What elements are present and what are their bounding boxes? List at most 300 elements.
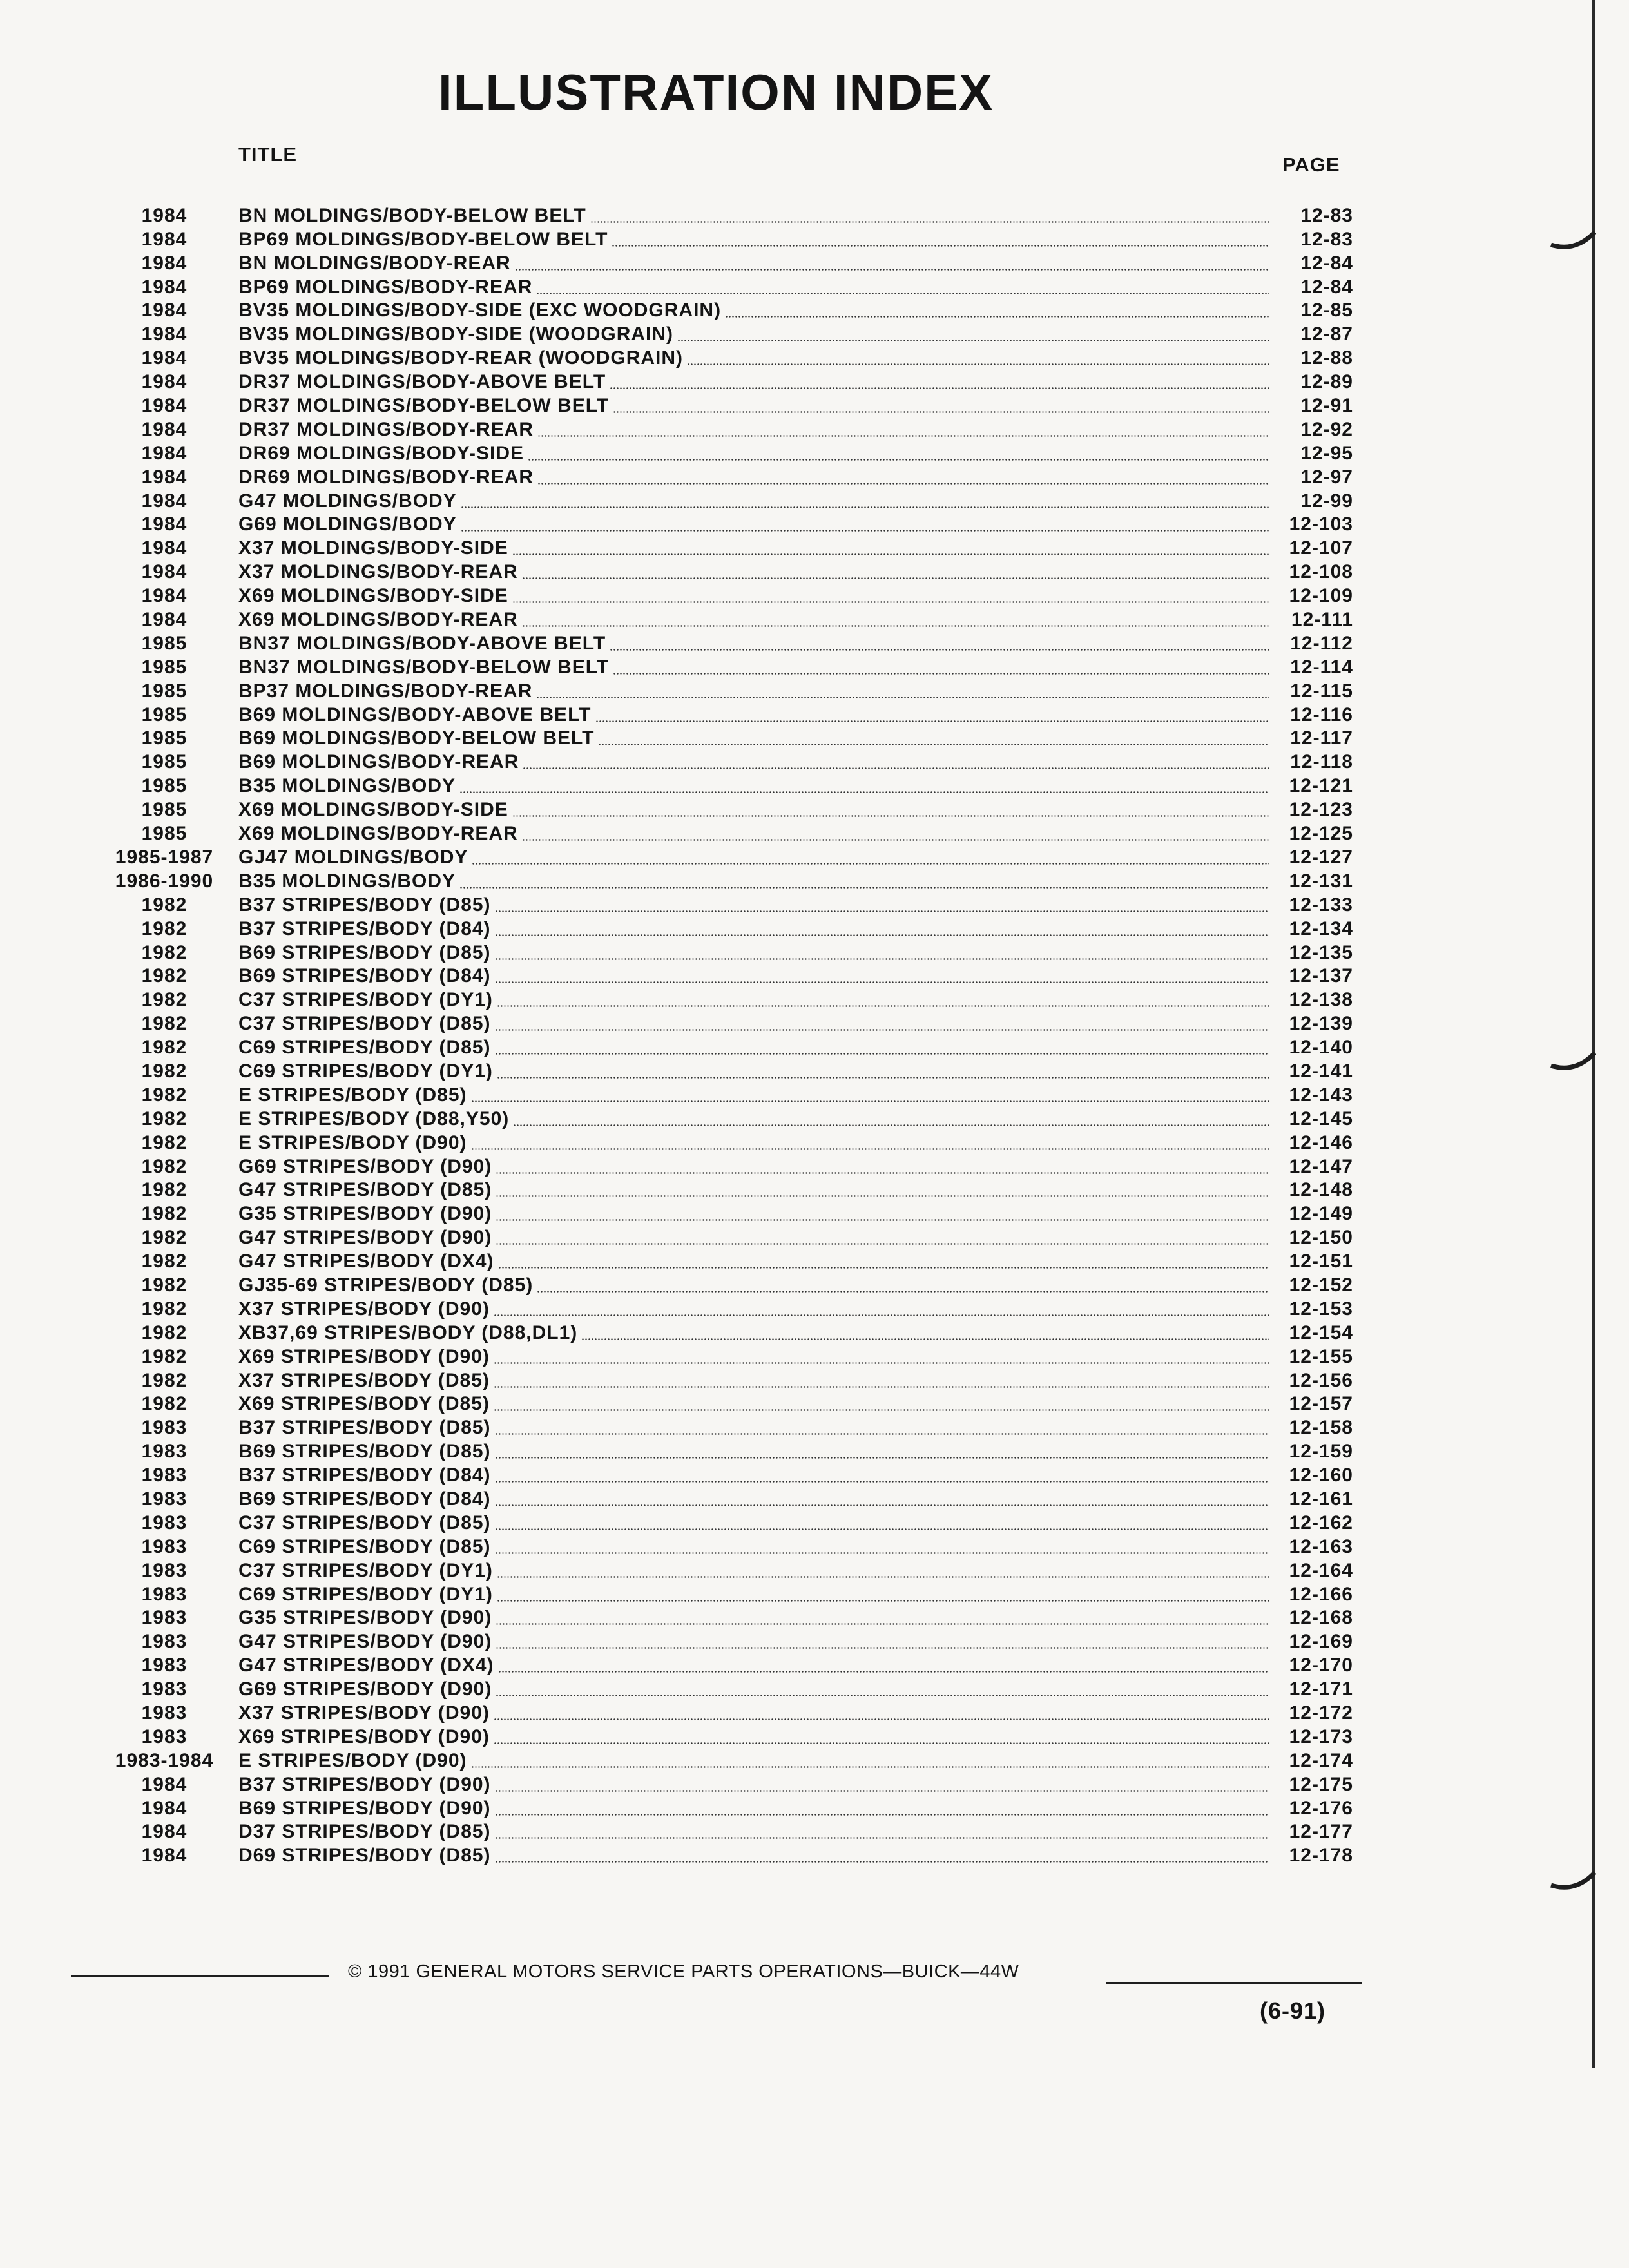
index-row <box>90 654 1353 678</box>
index-row <box>90 702 1353 726</box>
index-row-title: BV35 MOLDINGS/BODY-REAR (WOODGRAIN) <box>238 347 684 369</box>
index-row-page: 12-83 <box>1300 204 1353 226</box>
index-row-year: 1983 <box>141 1678 188 1700</box>
dot-leader <box>495 1029 1269 1031</box>
index-row-title: B69 STRIPES/BODY (D90) <box>238 1797 491 1819</box>
index-row-title: C37 STRIPES/BODY (DY1) <box>238 989 493 1011</box>
index-row-page: 12-163 <box>1289 1535 1353 1557</box>
index-row <box>90 1296 1353 1320</box>
index-row <box>90 1058 1353 1082</box>
dot-leader <box>522 839 1269 841</box>
dot-leader <box>522 625 1269 627</box>
index-row <box>90 1391 1353 1415</box>
dot-leader <box>495 1433 1269 1435</box>
index-row <box>90 1652 1353 1676</box>
index-row <box>90 298 1353 322</box>
dot-leader <box>497 1600 1269 1602</box>
index-row <box>90 1533 1353 1557</box>
index-row <box>90 250 1353 274</box>
dot-leader <box>498 1267 1269 1269</box>
index-row-title: BV35 MOLDINGS/BODY-SIDE (EXC WOODGRAIN) <box>238 300 722 322</box>
dot-leader <box>536 697 1269 698</box>
index-row-title: B37 STRIPES/BODY (D85) <box>238 894 491 916</box>
index-row-page: 12-121 <box>1289 775 1353 797</box>
index-row-page: 12-171 <box>1289 1678 1353 1700</box>
copyright-notice: © 1991 GENERAL MOTORS SERVICE PARTS OPERATIONS—BUICK—44W <box>348 1961 1019 1982</box>
index-row-title: GJ47 MOLDINGS/BODY <box>238 846 468 868</box>
dot-leader <box>677 340 1269 341</box>
index-row-page: 12-143 <box>1289 1084 1353 1106</box>
index-row-page: 12-115 <box>1290 680 1353 702</box>
index-row-title: DR69 MOLDINGS/BODY-SIDE <box>238 442 525 464</box>
dot-leader <box>590 221 1269 223</box>
index-row-page: 12-160 <box>1289 1465 1353 1486</box>
index-row-page: 12-156 <box>1289 1369 1353 1391</box>
index-row <box>90 749 1353 773</box>
index-row <box>90 986 1353 1010</box>
index-row-year: 1984 <box>141 561 188 583</box>
index-row-page: 12-134 <box>1289 918 1353 939</box>
index-row-page: 12-87 <box>1300 323 1353 345</box>
index-row-title: BP69 MOLDINGS/BODY-REAR <box>238 276 533 298</box>
index-row-page: 12-141 <box>1289 1060 1353 1082</box>
index-row-page: 12-177 <box>1289 1821 1353 1843</box>
index-row-year: 1984 <box>141 537 188 559</box>
dot-leader <box>512 553 1269 555</box>
index-row-title: BN37 MOLDINGS/BODY-BELOW BELT <box>238 656 610 678</box>
dot-leader <box>471 1766 1269 1768</box>
index-row <box>90 488 1353 512</box>
index-row <box>90 1034 1353 1058</box>
index-row-page: 12-99 <box>1300 490 1353 512</box>
index-row <box>90 226 1353 250</box>
dot-leader <box>495 1528 1269 1530</box>
index-row <box>90 1106 1353 1129</box>
index-row-page: 12-137 <box>1289 965 1353 987</box>
dot-leader <box>496 1243 1269 1245</box>
index-row-title: G47 STRIPES/BODY (D90) <box>238 1227 492 1249</box>
index-row-page: 12-114 <box>1290 656 1353 678</box>
index-row-page: 12-109 <box>1289 585 1353 607</box>
index-row-title: G47 STRIPES/BODY (DX4) <box>238 1251 494 1273</box>
index-row-year: 1984 <box>141 276 188 298</box>
index-row-year: 1984 <box>141 204 188 226</box>
index-row-year: 1983 <box>141 1559 188 1581</box>
index-row <box>90 1248 1353 1272</box>
index-row-year: 1982 <box>141 918 188 939</box>
index-row-title: B69 MOLDINGS/BODY-ABOVE BELT <box>238 704 592 726</box>
index-row-title: G35 STRIPES/BODY (D90) <box>238 1203 492 1225</box>
dot-leader <box>598 744 1269 745</box>
index-row-title: X69 STRIPES/BODY (D90) <box>238 1725 490 1747</box>
dot-leader <box>512 601 1269 603</box>
dot-leader <box>495 1504 1269 1506</box>
index-row-year: 1984 <box>141 252 188 274</box>
dot-leader <box>461 530 1269 532</box>
index-row-year: 1982 <box>141 1037 188 1059</box>
index-row-title: D69 STRIPES/BODY (D85) <box>238 1845 491 1867</box>
dot-leader <box>536 293 1269 294</box>
index-row <box>90 1747 1353 1771</box>
index-row-title: BP37 MOLDINGS/BODY-REAR <box>238 680 533 702</box>
dot-leader <box>495 1053 1269 1055</box>
index-row-page: 12-84 <box>1300 276 1353 298</box>
index-row <box>90 1414 1353 1438</box>
dot-leader <box>495 1814 1269 1816</box>
dot-leader <box>471 1148 1269 1150</box>
index-row <box>90 844 1353 868</box>
index-row-title: X69 MOLDINGS/BODY-REAR <box>238 823 518 845</box>
dot-leader <box>495 910 1269 912</box>
dot-leader <box>613 673 1269 675</box>
binder-edge <box>1592 0 1595 2068</box>
index-row-year: 1982 <box>141 1203 188 1225</box>
index-row-year: 1982 <box>141 1369 188 1391</box>
index-row-title: X37 MOLDINGS/BODY-REAR <box>238 561 518 583</box>
index-row-year: 1983 <box>141 1417 188 1439</box>
index-row-page: 12-166 <box>1289 1583 1353 1605</box>
dot-leader <box>494 1314 1269 1316</box>
index-row-title: BV35 MOLDINGS/BODY-SIDE (WOODGRAIN) <box>238 323 674 345</box>
index-row-year: 1983 <box>141 1655 188 1677</box>
dot-leader <box>537 483 1269 485</box>
index-row-page: 12-131 <box>1289 870 1353 892</box>
index-row-year: 1983 <box>141 1607 188 1629</box>
dot-leader <box>461 506 1269 508</box>
index-row-page: 12-155 <box>1289 1345 1353 1367</box>
index-row-title: B37 STRIPES/BODY (D84) <box>238 918 491 939</box>
index-row-page: 12-170 <box>1289 1655 1353 1677</box>
index-row-year: 1985 <box>141 775 188 797</box>
index-row-title: G47 STRIPES/BODY (D90) <box>238 1631 492 1653</box>
dot-leader <box>496 1219 1269 1221</box>
index-row-title: G47 STRIPES/BODY (D85) <box>238 1179 492 1201</box>
index-row-year: 1985 <box>141 680 188 702</box>
index-row-year: 1983 <box>141 1512 188 1533</box>
index-row-year: 1984 <box>141 514 188 535</box>
index-row-page: 12-178 <box>1289 1845 1353 1867</box>
dot-leader <box>459 791 1269 793</box>
index-row-year: 1983 <box>141 1631 188 1653</box>
index-row-page: 12-85 <box>1300 300 1353 322</box>
index-row <box>90 963 1353 987</box>
index-row-title: C37 STRIPES/BODY (DY1) <box>238 1559 493 1581</box>
index-row-page: 12-118 <box>1290 751 1353 773</box>
dot-leader <box>498 1671 1269 1673</box>
index-row-year: 1982 <box>141 1393 188 1415</box>
index-row-year: 1985-1987 <box>115 846 214 868</box>
index-row-year: 1984 <box>141 418 188 440</box>
index-row-title: G47 STRIPES/BODY (DX4) <box>238 1655 494 1677</box>
index-row-title: DR69 MOLDINGS/BODY-REAR <box>238 466 534 488</box>
index-row-year: 1985 <box>141 823 188 845</box>
index-row-page: 12-172 <box>1289 1702 1353 1724</box>
binder-ring-icon <box>1550 1867 1596 1893</box>
dot-leader <box>725 316 1269 318</box>
index-row-title: E STRIPES/BODY (D90) <box>238 1131 467 1153</box>
dot-leader <box>495 1457 1269 1459</box>
index-row <box>90 1343 1353 1367</box>
index-row-title: E STRIPES/BODY (D88,Y50) <box>238 1108 510 1129</box>
dot-leader <box>581 1338 1269 1340</box>
index-row-title: B69 MOLDINGS/BODY-BELOW BELT <box>238 727 595 749</box>
index-row-page: 12-103 <box>1289 514 1353 535</box>
index-row-title: X37 MOLDINGS/BODY-SIDE <box>238 537 508 559</box>
index-row <box>90 1581 1353 1605</box>
index-row-year: 1986-1990 <box>115 870 214 892</box>
index-row-year: 1983 <box>141 1488 188 1510</box>
index-row-title: G35 STRIPES/BODY (D90) <box>238 1607 492 1629</box>
index-row-year: 1984 <box>141 395 188 417</box>
index-row-page: 12-146 <box>1289 1131 1353 1153</box>
index-row-year: 1984 <box>141 442 188 464</box>
index-row <box>90 1082 1353 1106</box>
index-row-year: 1984 <box>141 323 188 345</box>
index-row-page: 12-154 <box>1289 1321 1353 1343</box>
binder-ring-icon <box>1550 1048 1596 1073</box>
dot-leader <box>513 1124 1269 1126</box>
index-row <box>90 512 1353 535</box>
index-row-title: G69 MOLDINGS/BODY <box>238 514 457 535</box>
index-row <box>90 464 1353 488</box>
index-row-page: 12-168 <box>1289 1607 1353 1629</box>
index-row-year: 1983 <box>141 1583 188 1605</box>
dot-leader <box>472 863 1269 865</box>
dot-leader <box>528 459 1269 461</box>
index-row-page: 12-161 <box>1289 1488 1353 1510</box>
index-row-page: 12-139 <box>1289 1013 1353 1035</box>
dot-leader <box>496 1623 1269 1625</box>
index-row <box>90 392 1353 416</box>
index-row-title: E STRIPES/BODY (D85) <box>238 1084 467 1106</box>
index-row <box>90 274 1353 298</box>
index-row-title: C69 STRIPES/BODY (D85) <box>238 1535 491 1557</box>
dot-leader <box>595 720 1270 722</box>
index-row <box>90 1486 1353 1510</box>
index-row <box>90 1819 1353 1843</box>
index-row-page: 12-150 <box>1289 1227 1353 1249</box>
index-row <box>90 369 1353 392</box>
index-row-year: 1984 <box>141 609 188 631</box>
index-row-title: C69 STRIPES/BODY (DY1) <box>238 1583 493 1605</box>
index-row-page: 12-133 <box>1289 894 1353 916</box>
index-row-title: X37 STRIPES/BODY (D90) <box>238 1702 490 1724</box>
dot-leader <box>495 1861 1269 1863</box>
index-row-year: 1983 <box>141 1465 188 1486</box>
index-row <box>90 1724 1353 1747</box>
index-row-year: 1984 <box>141 347 188 369</box>
index-row-title: B69 STRIPES/BODY (D84) <box>238 1488 491 1510</box>
index-row-page: 12-159 <box>1289 1441 1353 1463</box>
dot-leader <box>495 1552 1269 1554</box>
index-row-title: G47 MOLDINGS/BODY <box>238 490 457 512</box>
index-row-page: 12-83 <box>1300 228 1353 250</box>
index-row-year: 1982 <box>141 1179 188 1201</box>
index-row-year: 1982 <box>141 1251 188 1273</box>
page-column-header: PAGE <box>1282 153 1340 176</box>
dot-leader <box>495 934 1269 936</box>
index-row-year: 1985 <box>141 632 188 654</box>
index-row <box>90 820 1353 844</box>
index-row-page: 12-152 <box>1289 1274 1353 1296</box>
index-row-title: BN MOLDINGS/BODY-BELOW BELT <box>238 204 586 226</box>
index-row-page: 12-91 <box>1300 395 1353 417</box>
dot-leader <box>537 435 1269 437</box>
index-row-title: B37 STRIPES/BODY (D85) <box>238 1417 491 1439</box>
binder-ring-icon <box>1550 227 1596 253</box>
index-row-year: 1982 <box>141 965 188 987</box>
dot-leader <box>497 1576 1269 1578</box>
index-row-year: 1985 <box>141 751 188 773</box>
index-row-year: 1983-1984 <box>115 1749 214 1771</box>
index-row-title: B37 STRIPES/BODY (D84) <box>238 1465 491 1486</box>
index-row-title: B35 MOLDINGS/BODY <box>238 775 456 797</box>
dot-leader <box>612 245 1269 247</box>
index-row-title: B69 STRIPES/BODY (D85) <box>238 941 491 963</box>
index-row-page: 12-116 <box>1290 704 1353 726</box>
index-row-title: DR37 MOLDINGS/BODY-BELOW BELT <box>238 395 610 417</box>
index-row <box>90 868 1353 892</box>
dot-leader <box>497 1005 1269 1007</box>
dot-leader <box>471 1100 1269 1102</box>
index-row-title: E STRIPES/BODY (D90) <box>238 1749 467 1771</box>
index-row-page: 12-164 <box>1289 1559 1353 1581</box>
index-row-title: C37 STRIPES/BODY (D85) <box>238 1013 491 1035</box>
dot-leader <box>495 1837 1269 1839</box>
index-row-page: 12-108 <box>1289 561 1353 583</box>
index-row-year: 1982 <box>141 1155 188 1177</box>
index-row-title: B69 STRIPES/BODY (D85) <box>238 1441 491 1463</box>
dot-leader <box>496 1195 1269 1197</box>
index-row-page: 12-111 <box>1291 609 1353 631</box>
dot-leader <box>495 1481 1269 1483</box>
dot-leader <box>523 767 1269 769</box>
index-row-title: X69 MOLDINGS/BODY-SIDE <box>238 799 508 821</box>
index-row-page: 12-89 <box>1300 371 1353 393</box>
index-row <box>90 1510 1353 1533</box>
index-row <box>90 1795 1353 1819</box>
dot-leader <box>610 649 1269 651</box>
illustration-index-list <box>90 202 1353 1866</box>
index-row-title: BP69 MOLDINGS/BODY-BELOW BELT <box>238 228 608 250</box>
index-row <box>90 630 1353 654</box>
index-row-page: 12-147 <box>1289 1155 1353 1177</box>
index-row <box>90 606 1353 630</box>
index-row-page: 12-151 <box>1289 1251 1353 1273</box>
index-row-page: 12-145 <box>1289 1108 1353 1129</box>
index-row-page: 12-174 <box>1289 1749 1353 1771</box>
index-row-title: DR37 MOLDINGS/BODY-ABOVE BELT <box>238 371 606 393</box>
index-row-title: B37 STRIPES/BODY (D90) <box>238 1773 491 1795</box>
index-row-title: G69 STRIPES/BODY (D90) <box>238 1678 492 1700</box>
index-row-year: 1982 <box>141 894 188 916</box>
index-row-title: B35 MOLDINGS/BODY <box>238 870 456 892</box>
index-row <box>90 1010 1353 1034</box>
index-row-page: 12-112 <box>1290 632 1353 654</box>
index-row-year: 1982 <box>141 1084 188 1106</box>
index-row-page: 12-138 <box>1289 989 1353 1011</box>
index-row-title: GJ35-69 STRIPES/BODY (D85) <box>238 1274 534 1296</box>
index-row-title: DR37 MOLDINGS/BODY-REAR <box>238 418 534 440</box>
index-row-title: C69 STRIPES/BODY (DY1) <box>238 1060 493 1082</box>
index-row-year: 1982 <box>141 1274 188 1296</box>
index-row-year: 1983 <box>141 1441 188 1463</box>
index-row-title: G69 STRIPES/BODY (D90) <box>238 1155 492 1177</box>
index-row-year: 1985 <box>141 799 188 821</box>
index-row <box>90 726 1353 749</box>
index-row-title: BN MOLDINGS/BODY-REAR <box>238 252 511 274</box>
index-row-page: 12-173 <box>1289 1725 1353 1747</box>
index-row <box>90 1557 1353 1581</box>
index-row-page: 12-135 <box>1289 941 1353 963</box>
dot-leader <box>512 815 1269 817</box>
dot-leader <box>613 411 1269 413</box>
index-row <box>90 1367 1353 1391</box>
index-row-page: 12-88 <box>1300 347 1353 369</box>
index-row-year: 1984 <box>141 1845 188 1867</box>
index-row <box>90 416 1353 440</box>
dot-leader <box>494 1386 1269 1388</box>
dot-leader <box>494 1362 1269 1364</box>
index-row-title: X37 STRIPES/BODY (D90) <box>238 1298 490 1320</box>
index-row-year: 1983 <box>141 1535 188 1557</box>
index-row <box>90 1320 1353 1343</box>
dot-leader <box>495 981 1269 983</box>
index-row-page: 12-140 <box>1289 1037 1353 1059</box>
index-row-title: X37 STRIPES/BODY (D85) <box>238 1369 490 1391</box>
index-row-page: 12-123 <box>1289 799 1353 821</box>
index-row-title: D37 STRIPES/BODY (D85) <box>238 1821 491 1843</box>
dot-leader <box>610 387 1269 389</box>
index-row-year: 1982 <box>141 1321 188 1343</box>
index-row-year: 1982 <box>141 1345 188 1367</box>
page-code: (6-91) <box>1260 1997 1326 2024</box>
dot-leader <box>496 1647 1269 1649</box>
index-row-page: 12-117 <box>1290 727 1353 749</box>
index-row-page: 12-158 <box>1289 1417 1353 1439</box>
index-row <box>90 916 1353 939</box>
index-row-page: 12-95 <box>1300 442 1353 464</box>
index-row <box>90 1224 1353 1248</box>
index-row-year: 1982 <box>141 1227 188 1249</box>
index-row <box>90 1628 1353 1652</box>
dot-leader <box>515 269 1269 271</box>
index-row-year: 1984 <box>141 466 188 488</box>
page-title: ILLUSTRATION INDEX <box>438 64 994 120</box>
index-row-page: 12-107 <box>1289 537 1353 559</box>
index-row-year: 1984 <box>141 300 188 322</box>
index-row-title: X69 MOLDINGS/BODY-SIDE <box>238 585 508 607</box>
index-row <box>90 535 1353 559</box>
index-row <box>90 321 1353 345</box>
dot-leader <box>496 1695 1269 1696</box>
index-row-year: 1982 <box>141 989 188 1011</box>
index-row-page: 12-175 <box>1289 1773 1353 1795</box>
index-row-year: 1983 <box>141 1702 188 1724</box>
index-row <box>90 1605 1353 1629</box>
index-row-page: 12-125 <box>1289 823 1353 845</box>
index-row <box>90 892 1353 916</box>
index-row-year: 1985 <box>141 656 188 678</box>
index-row-year: 1984 <box>141 1797 188 1819</box>
index-row-year: 1984 <box>141 228 188 250</box>
index-row <box>90 1771 1353 1795</box>
index-row <box>90 773 1353 796</box>
footer-rule-left <box>71 1975 329 1977</box>
index-row <box>90 1129 1353 1153</box>
index-row <box>90 1200 1353 1224</box>
dot-leader <box>494 1409 1269 1411</box>
